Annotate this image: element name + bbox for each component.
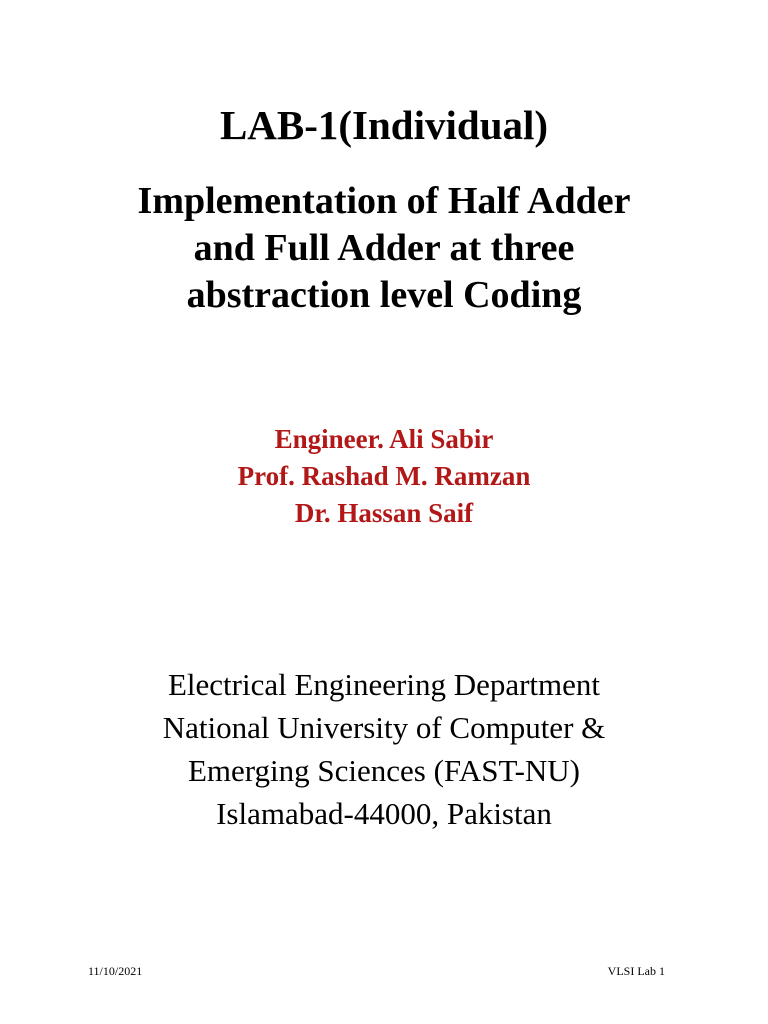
author-list — [84, 421, 684, 532]
subtitle-line: Implementation of Half Adder — [137, 180, 631, 222]
affiliation-line: Electrical Engineering Department — [167, 667, 601, 702]
author-name: Prof. Rashad M. Ramzan — [237, 461, 531, 491]
footer-date: 11/10/2021 — [88, 964, 143, 978]
affiliation-line: Islamabad-44000, Pakistan — [216, 796, 552, 831]
lab-subtitle — [84, 178, 684, 319]
lab-title: LAB-1(Individual) — [219, 102, 549, 148]
subtitle-line: abstraction level Coding — [186, 274, 582, 316]
author-name: Dr. Hassan Saif — [294, 498, 474, 528]
author-name: Engineer. Ali Sabir — [274, 424, 494, 454]
footer-label: VLSI Lab 1 — [607, 964, 665, 978]
subtitle-line: and Full Adder at three — [193, 227, 575, 269]
affiliation-block — [64, 663, 704, 835]
affiliation-line: National University of Computer & — [162, 710, 606, 745]
affiliation-line: Emerging Sciences (FAST-NU) — [187, 753, 581, 788]
